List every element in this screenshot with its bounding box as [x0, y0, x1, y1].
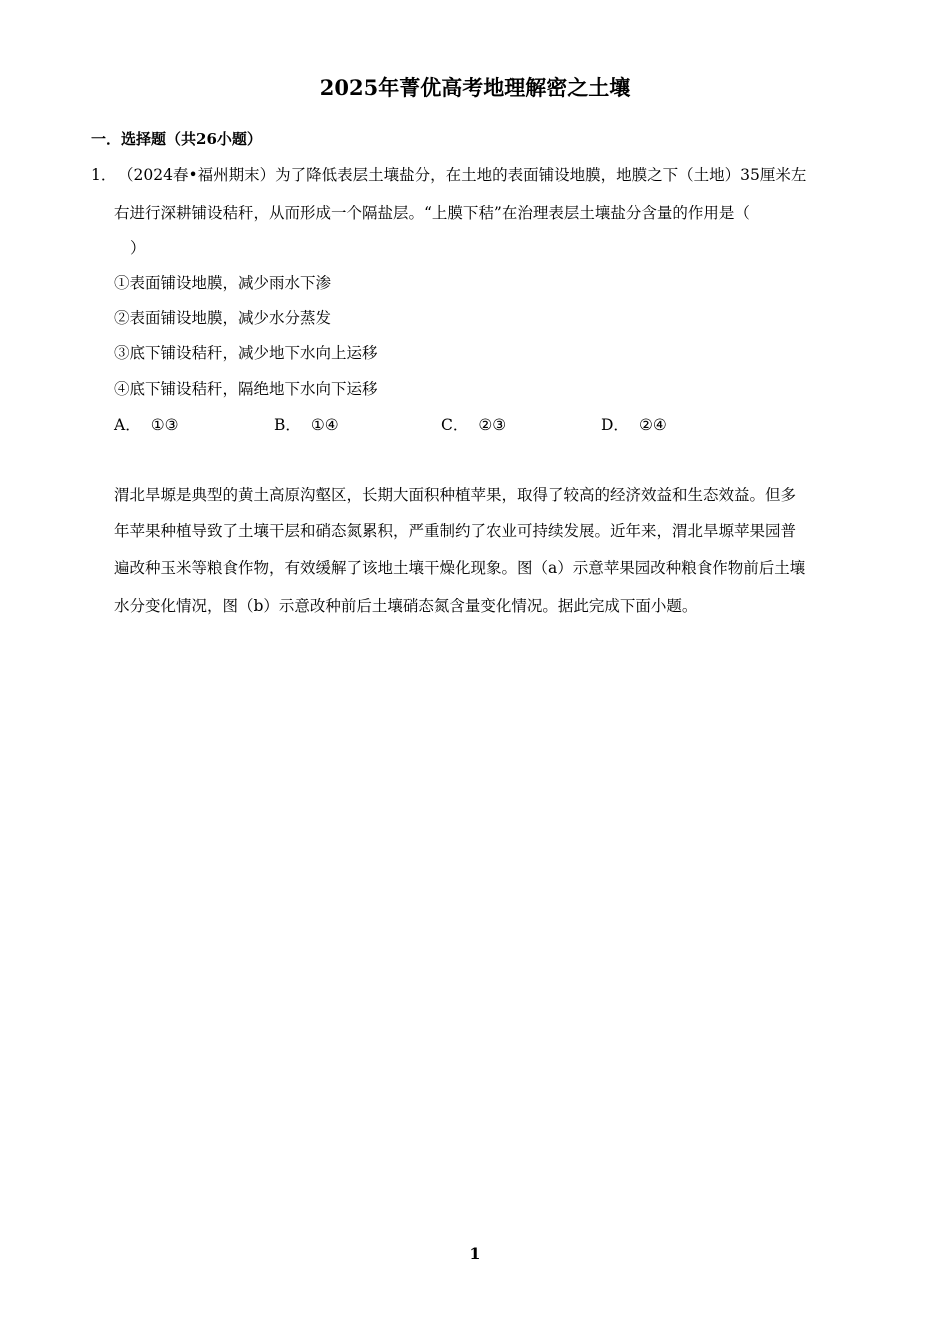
- question-stem-line-1: （2024春•福州期末）为了降低表层土壤盐分，在土地的表面铺设地膜，地膜之下（土地）35厘米左: [118, 166, 807, 184]
- statement-2: ②表面铺设地膜，减少水分蒸发: [114, 309, 332, 327]
- option-c[interactable]: [441, 413, 506, 435]
- option-a[interactable]: [114, 413, 179, 435]
- question-stem-line-2: 右进行深耕铺设秸秆，从而形成一个隔盐层。“上膜下秸”在治理表层土壤盐分含量的作用是（: [114, 204, 750, 222]
- statement-4: ④底下铺设秸秆，隔绝地下水向下运移: [114, 380, 378, 398]
- option-c-key: C．: [441, 416, 469, 434]
- option-d[interactable]: [601, 413, 667, 435]
- option-d-text: ②④: [638, 416, 667, 434]
- option-a-text: ①③: [150, 416, 179, 434]
- section-heading: 一．选择题（共26小题）: [91, 130, 262, 148]
- option-c-text: ②③: [478, 416, 507, 434]
- option-b-key: B．: [274, 416, 301, 434]
- option-b[interactable]: [274, 413, 339, 435]
- statement-1: ①表面铺设地膜，减少雨水下渗: [114, 274, 332, 292]
- option-b-text: ①④: [310, 416, 339, 434]
- statement-3: ③底下铺设秸秆，减少地下水向上运移: [114, 344, 378, 362]
- passage-line-3: 遍改种玉米等粮食作物，有效缓解了该地土壤干燥化现象。图（a）示意苹果园改种粮食作物前后土壤: [114, 559, 806, 577]
- document-title: 2025年菁优高考地理解密之土壤: [319, 75, 631, 100]
- passage-line-4: 水分变化情况，图（b）示意改种前后土壤硝态氮含量变化情况。据此完成下面小题。: [114, 597, 698, 615]
- passage-line-2: 年苹果种植导致了土壤干层和硝态氮累积，严重制约了农业可持续发展。近年来，渭北旱塬苹果园普: [114, 522, 797, 540]
- passage-line-1: 渭北旱塬是典型的黄土高原沟壑区，长期大面积种植苹果，取得了较高的经济效益和生态效益。但多: [114, 486, 797, 504]
- option-a-key: A．: [114, 416, 141, 434]
- question-number: 1．: [91, 166, 117, 184]
- option-d-key: D．: [601, 416, 629, 434]
- question-stem-line-3: ）: [130, 239, 146, 257]
- page-number: 1: [469, 1244, 481, 1263]
